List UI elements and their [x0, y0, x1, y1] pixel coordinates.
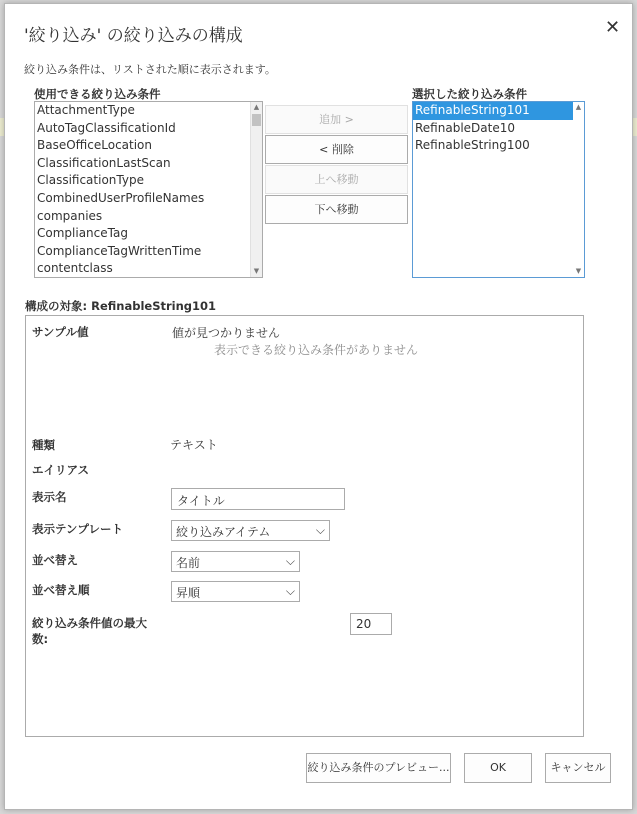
sort-by-value: 名前 — [176, 556, 201, 570]
sample-values-value: 値が見つかりません — [172, 326, 281, 340]
dialog-description: 絞り込み条件は、リストされた順に表示されます。 — [24, 63, 276, 76]
available-refiners-list[interactable] — [34, 101, 263, 278]
list-item[interactable]: ClassificationLastScan — [37, 155, 171, 170]
list-item[interactable]: AutoTagClassificationId — [37, 120, 176, 135]
chevron-down-icon: ⌵ — [315, 523, 325, 537]
no-refiners-message: 表示できる絞り込み条件がありません — [214, 343, 419, 357]
add-button[interactable]: 追加 > — [265, 105, 408, 134]
list-item[interactable]: companies — [37, 208, 103, 223]
type-value: テキスト — [170, 438, 218, 452]
move-up-button[interactable]: 上へ移動 — [265, 165, 408, 194]
selected-refiners-list[interactable] — [412, 101, 585, 278]
background-page-strip-right — [633, 118, 637, 136]
scroll-up-icon[interactable]: ▲ — [575, 103, 582, 111]
list-item[interactable]: ClassificationType — [37, 173, 144, 188]
scroll-thumb[interactable] — [252, 114, 261, 126]
scroll-up-icon[interactable]: ▲ — [253, 103, 260, 111]
ok-button[interactable]: OK — [464, 753, 532, 783]
sort-direction-select[interactable] — [171, 581, 300, 602]
available-list-scrollbar[interactable] — [250, 102, 262, 277]
sort-direction-label: 並べ替え順 — [32, 583, 90, 597]
display-name-label: 表示名 — [32, 490, 67, 504]
list-item[interactable]: RefinableDate10 — [415, 120, 515, 135]
config-heading: 構成の対象: RefinableString101 — [25, 299, 217, 313]
list-item[interactable]: contentclass — [37, 261, 113, 276]
display-template-value: 絞り込みアイテム — [176, 525, 271, 539]
remove-button[interactable]: < 削除 — [265, 135, 408, 164]
display-template-label: 表示テンプレート — [32, 522, 123, 536]
cancel-button[interactable]: キャンセル — [545, 753, 611, 783]
dialog-title: '絞り込み' の絞り込みの構成 — [24, 26, 243, 46]
sort-by-label: 並べ替え — [32, 553, 78, 567]
selected-refiners-label: 選択した絞り込み条件 — [412, 87, 527, 101]
selected-list-scrollbar[interactable] — [573, 102, 584, 277]
chevron-down-icon: ⌵ — [285, 584, 295, 598]
display-name-input[interactable]: タイトル — [171, 488, 345, 510]
list-item[interactable]: ComplianceTagWrittenTime — [37, 243, 202, 258]
sort-direction-value: 昇順 — [176, 586, 201, 600]
list-item[interactable]: ComplianceTag — [37, 226, 128, 241]
preview-refiners-button[interactable]: 絞り込み条件のプレビュー... — [306, 753, 451, 783]
max-values-input[interactable]: 20 — [350, 613, 392, 635]
move-down-button[interactable]: 下へ移動 — [265, 195, 408, 224]
max-values-label-line1: 絞り込み条件値の最大 — [32, 616, 147, 630]
list-item[interactable]: RefinableString100 — [415, 138, 530, 153]
scroll-down-icon[interactable]: ▼ — [253, 267, 260, 275]
chevron-down-icon: ⌵ — [285, 554, 295, 568]
available-refiners-label: 使用できる絞り込み条件 — [34, 87, 161, 101]
alias-label: エイリアス — [32, 463, 90, 477]
list-item[interactable]: CombinedUserProfileNames — [37, 190, 205, 205]
refiner-config-dialog — [4, 3, 633, 810]
list-item[interactable]: BaseOfficeLocation — [37, 138, 153, 153]
display-template-select[interactable] — [171, 520, 330, 541]
list-item-selected[interactable]: RefinableString101 — [413, 102, 584, 120]
sort-by-select[interactable] — [171, 551, 300, 572]
list-item[interactable]: AttachmentType — [37, 103, 135, 117]
close-icon[interactable]: ✕ — [605, 17, 621, 38]
sample-values-label: サンプル値 — [32, 325, 89, 339]
config-panel — [25, 315, 584, 737]
max-values-label-line2: 数: — [32, 632, 49, 646]
scroll-down-icon[interactable]: ▼ — [575, 267, 582, 275]
type-label: 種類 — [32, 438, 55, 452]
